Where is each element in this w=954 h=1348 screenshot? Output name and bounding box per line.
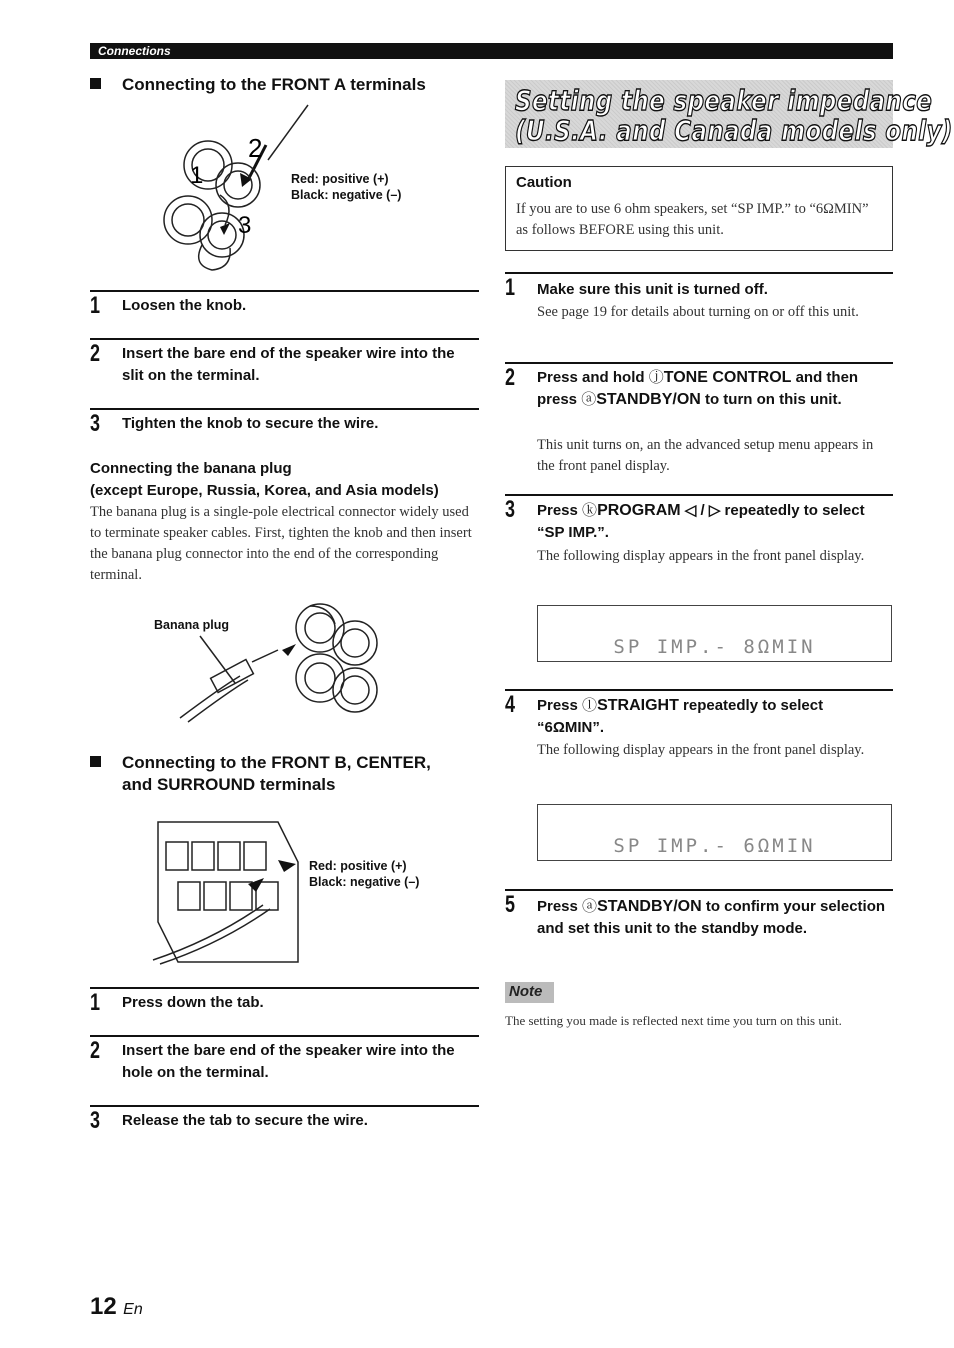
note-label: Note: [509, 983, 543, 1000]
legend-black: Black: negative (–): [291, 188, 402, 202]
step-number: 3: [90, 1107, 101, 1134]
divider: [505, 362, 893, 364]
step-number: 2: [90, 1037, 101, 1064]
divider: [505, 689, 893, 691]
caution-title: Caution: [516, 174, 572, 191]
page-lang: En: [123, 1301, 143, 1318]
step-number: 1: [90, 292, 101, 319]
banana-plug-illustration: [170, 598, 390, 723]
note-badge: [505, 982, 554, 1003]
divider: [90, 338, 479, 340]
step-number: 1: [90, 989, 101, 1016]
step-text: Tighten the knob to secure the wire.: [122, 415, 379, 432]
step-text: Insert the bare end of the speaker wire into the slit on the terminal.: [122, 345, 455, 384]
banana-plug-label: Banana plug: [154, 618, 230, 632]
front-a-heading: [122, 74, 426, 96]
divider: [505, 494, 893, 496]
impedance-heading-line2: (U.S.A. and Canada models only): [515, 114, 953, 147]
note-body: The setting you made is reflected next time you turn on this unit.: [505, 1013, 842, 1028]
step-text: Press ⓛSTRAIGHT repeatedly to select “6ΩMIN”.: [537, 697, 824, 736]
banana-body: The banana plug is a single-pole electrical connector widely used to terminate speaker cables. First, tighten the knob and then insert the banana plug connector into the end of the corresponding terminal.: [90, 504, 472, 583]
display-text: SP IMP.- 8ΩMIN: [613, 636, 816, 658]
step-number: 5: [505, 891, 516, 918]
step-number: 1: [505, 274, 516, 301]
caution-body: If you are to use 6 ohm speakers, set “SP IMP.” to “6ΩMIN” as follows BEFORE using this unit.: [516, 201, 869, 238]
legend-red: Red: positive (+): [291, 172, 389, 186]
step-body: This unit turns on, an the advanced setup menu appears in the front panel display.: [537, 437, 874, 474]
step-body: The following display appears in the front panel display.: [537, 548, 865, 564]
step-number: 4: [505, 691, 516, 718]
front-b-title-line2: and SURROUND terminals: [122, 775, 336, 794]
legend-red: Red: positive (+): [309, 859, 407, 873]
divider: [90, 408, 479, 410]
heading-bullet: [90, 78, 101, 89]
step-number: 3: [505, 496, 516, 523]
step-body: See page 19 for details about turning on or off this unit.: [537, 304, 859, 320]
step-text: Press down the tab.: [122, 994, 264, 1011]
callout-2: 2: [248, 133, 263, 163]
divider: [505, 889, 893, 891]
step-text: Loosen the knob.: [122, 297, 247, 314]
step-text: Release the tab to secure the wire.: [122, 1112, 368, 1129]
front-panel-display: [537, 804, 892, 861]
callout-1: 1: [190, 162, 204, 189]
divider: [90, 1035, 479, 1037]
front-b-heading: [122, 752, 431, 796]
step-text: Press ⓚPROGRAM ◁ / ▷ repeatedly to select “SP IMP.”.: [537, 502, 865, 541]
page-footer: [90, 1293, 143, 1321]
step-text: Make sure this unit is turned off.: [537, 281, 768, 298]
front-a-title: Connecting to the FRONT A terminals: [122, 75, 426, 94]
divider: [90, 987, 479, 989]
front-panel-display: [537, 605, 892, 662]
display-text: SP IMP.- 6ΩMIN: [613, 835, 816, 857]
step-text: Press and hold ⓙTONE CONTROL and then press ⓐSTANDBY/ON to turn on this unit.: [537, 369, 859, 408]
step-body: The following display appears in the front panel display.: [537, 742, 865, 758]
impedance-section-heading: [505, 80, 953, 148]
callout-3: 3: [238, 212, 252, 239]
front-a-legend: [291, 171, 401, 203]
caution-box: [505, 166, 893, 251]
divider: [90, 1105, 479, 1107]
impedance-heading-line1: Setting the speaker impedance: [515, 84, 933, 117]
step-number: 3: [90, 410, 101, 437]
heading-bullet: [90, 756, 101, 767]
banana-heading: [90, 458, 482, 502]
section-header-label: Connections: [98, 44, 171, 58]
legend-black: Black: negative (–): [309, 875, 420, 889]
front-b-title-line1: Connecting to the FRONT B, CENTER,: [122, 753, 431, 772]
front-b-legend: [309, 858, 419, 890]
divider: [90, 290, 479, 292]
banana-heading-line1: Connecting the banana plug: [90, 460, 292, 477]
spring-terminal-illustration: [148, 812, 308, 972]
step-text: Insert the bare end of the speaker wire into the hole on the terminal.: [122, 1042, 455, 1081]
step-number: 2: [90, 340, 101, 367]
banana-heading-line2: (except Europe, Russia, Korea, and Asia models): [90, 482, 439, 499]
step-text: Press ⓐSTANDBY/ON to confirm your selection and set this unit to the standby mode.: [537, 898, 886, 937]
page-number: 12: [90, 1293, 117, 1320]
step-number: 2: [505, 364, 516, 391]
divider: [505, 272, 893, 274]
section-header-bar: [90, 43, 893, 59]
